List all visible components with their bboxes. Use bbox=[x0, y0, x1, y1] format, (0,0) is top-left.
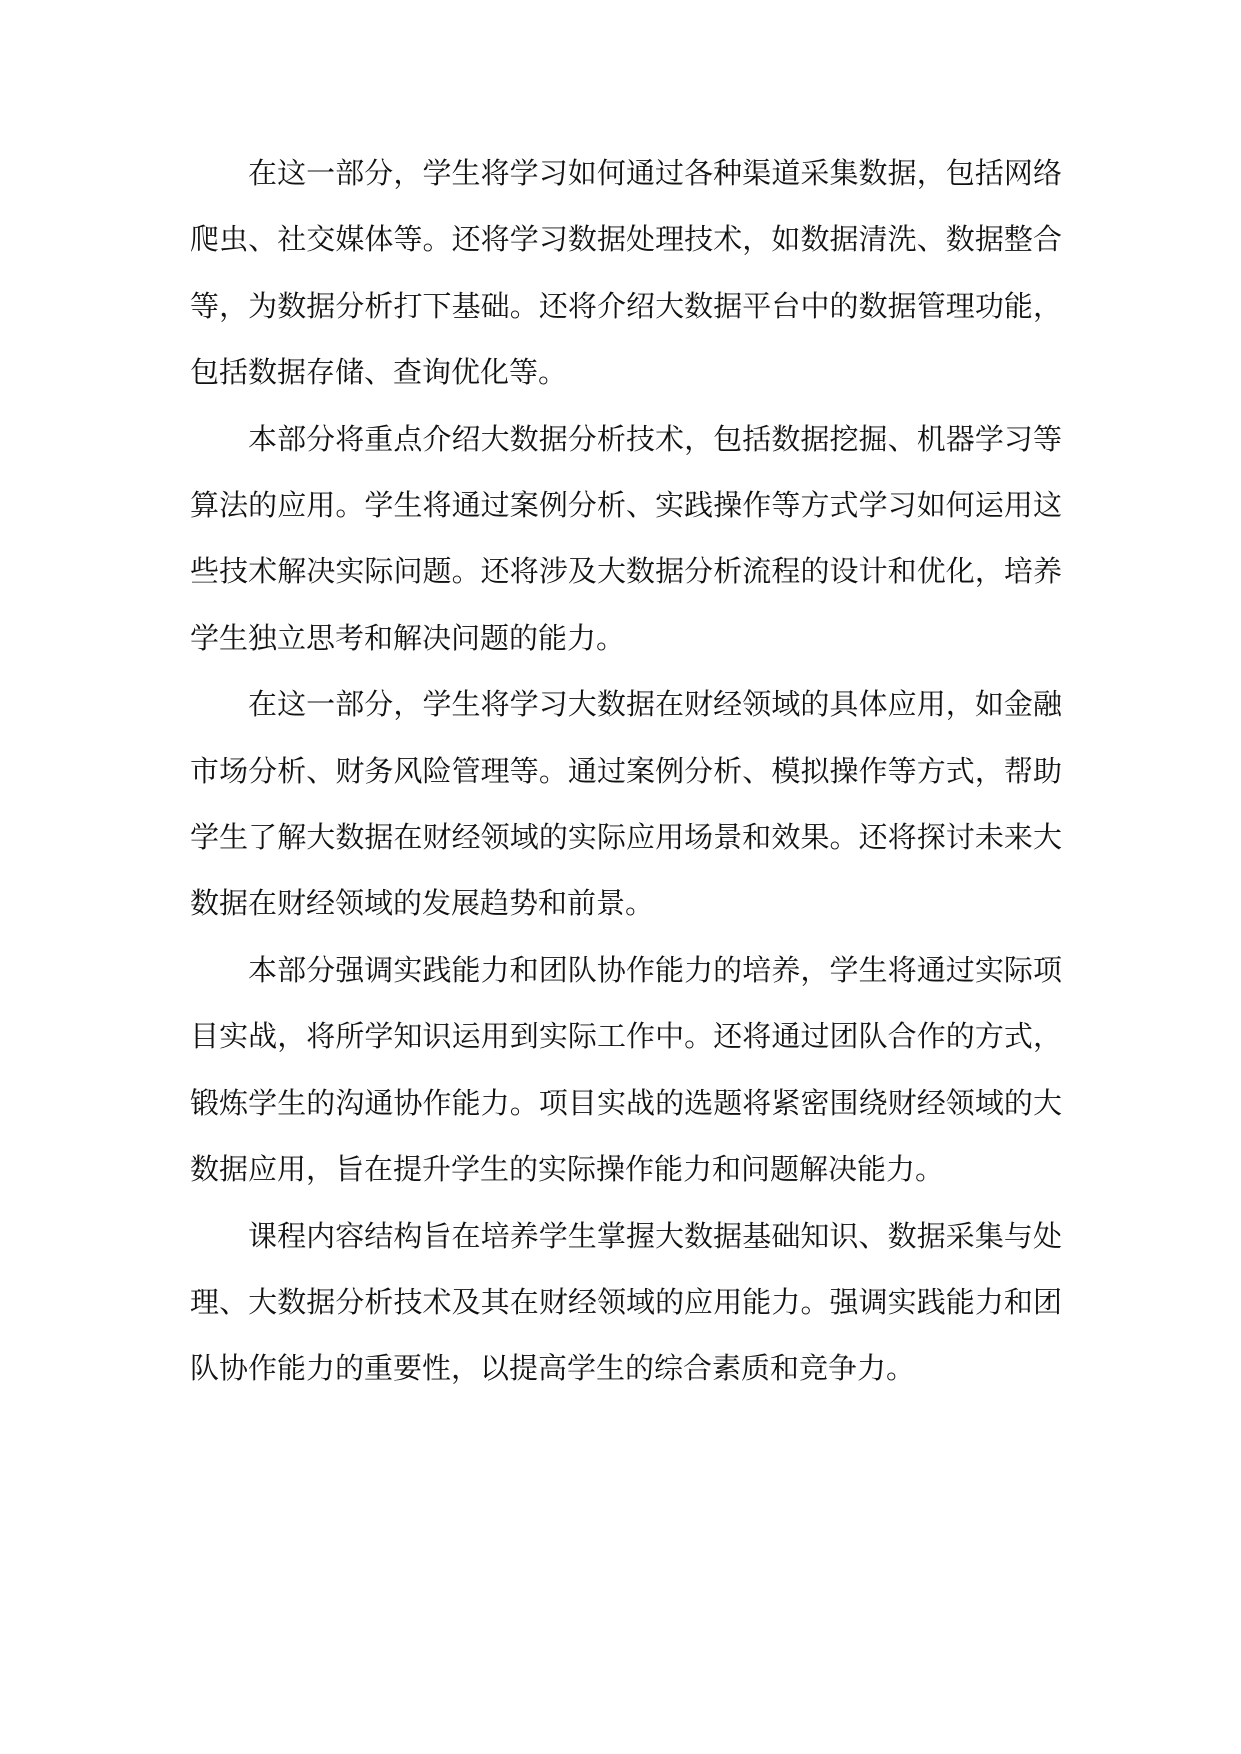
document-body bbox=[190, 140, 1062, 1402]
paragraph-course-summary: 课程内容结构旨在培养学生掌握大数据基础知识、数据采集与处理、大数据分析技术及其在财经领域的应用能力。强调实践能力和团队协作能力的重要性，以提高学生的综合素质和竞争力。 bbox=[190, 1218, 1062, 1386]
paragraph-data-collection: 在这一部分，学生将学习如何通过各种渠道采集数据，包括网络爬虫、社交媒体等。还将学习数据处理技术，如数据清洗、数据整合等，为数据分析打下基础。还将介绍大数据平台中的数据管理功能，包括数据存储、查询优化等。 bbox=[190, 156, 1062, 390]
paragraph-analysis-techniques: 本部分将重点介绍大数据分析技术，包括数据挖掘、机器学习等算法的应用。学生将通过案例分析、实践操作等方式学习如何运用这些技术解决实际问题。还将涉及大数据分析流程的设计和优化，培养学生独立思考和解决问题的能力。 bbox=[190, 421, 1062, 655]
paragraph-project-practice: 本部分强调实践能力和团队协作能力的培养，学生将通过实际项目实战，将所学知识运用到实际工作中。还将通过团队合作的方式，锻炼学生的沟通协作能力。项目实战的选题将紧密围绕财经领域的大数据应用，旨在提升学生的实际操作能力和问题解决能力。 bbox=[190, 952, 1062, 1187]
paragraph-finance-applications: 在这一部分，学生将学习大数据在财经领域的具体应用，如金融市场分析、财务风险管理等。通过案例分析、模拟操作等方式，帮助学生了解大数据在财经领域的实际应用场景和效果。还将探讨未来大数据在财经领域的发展趋势和前景。 bbox=[190, 687, 1062, 921]
